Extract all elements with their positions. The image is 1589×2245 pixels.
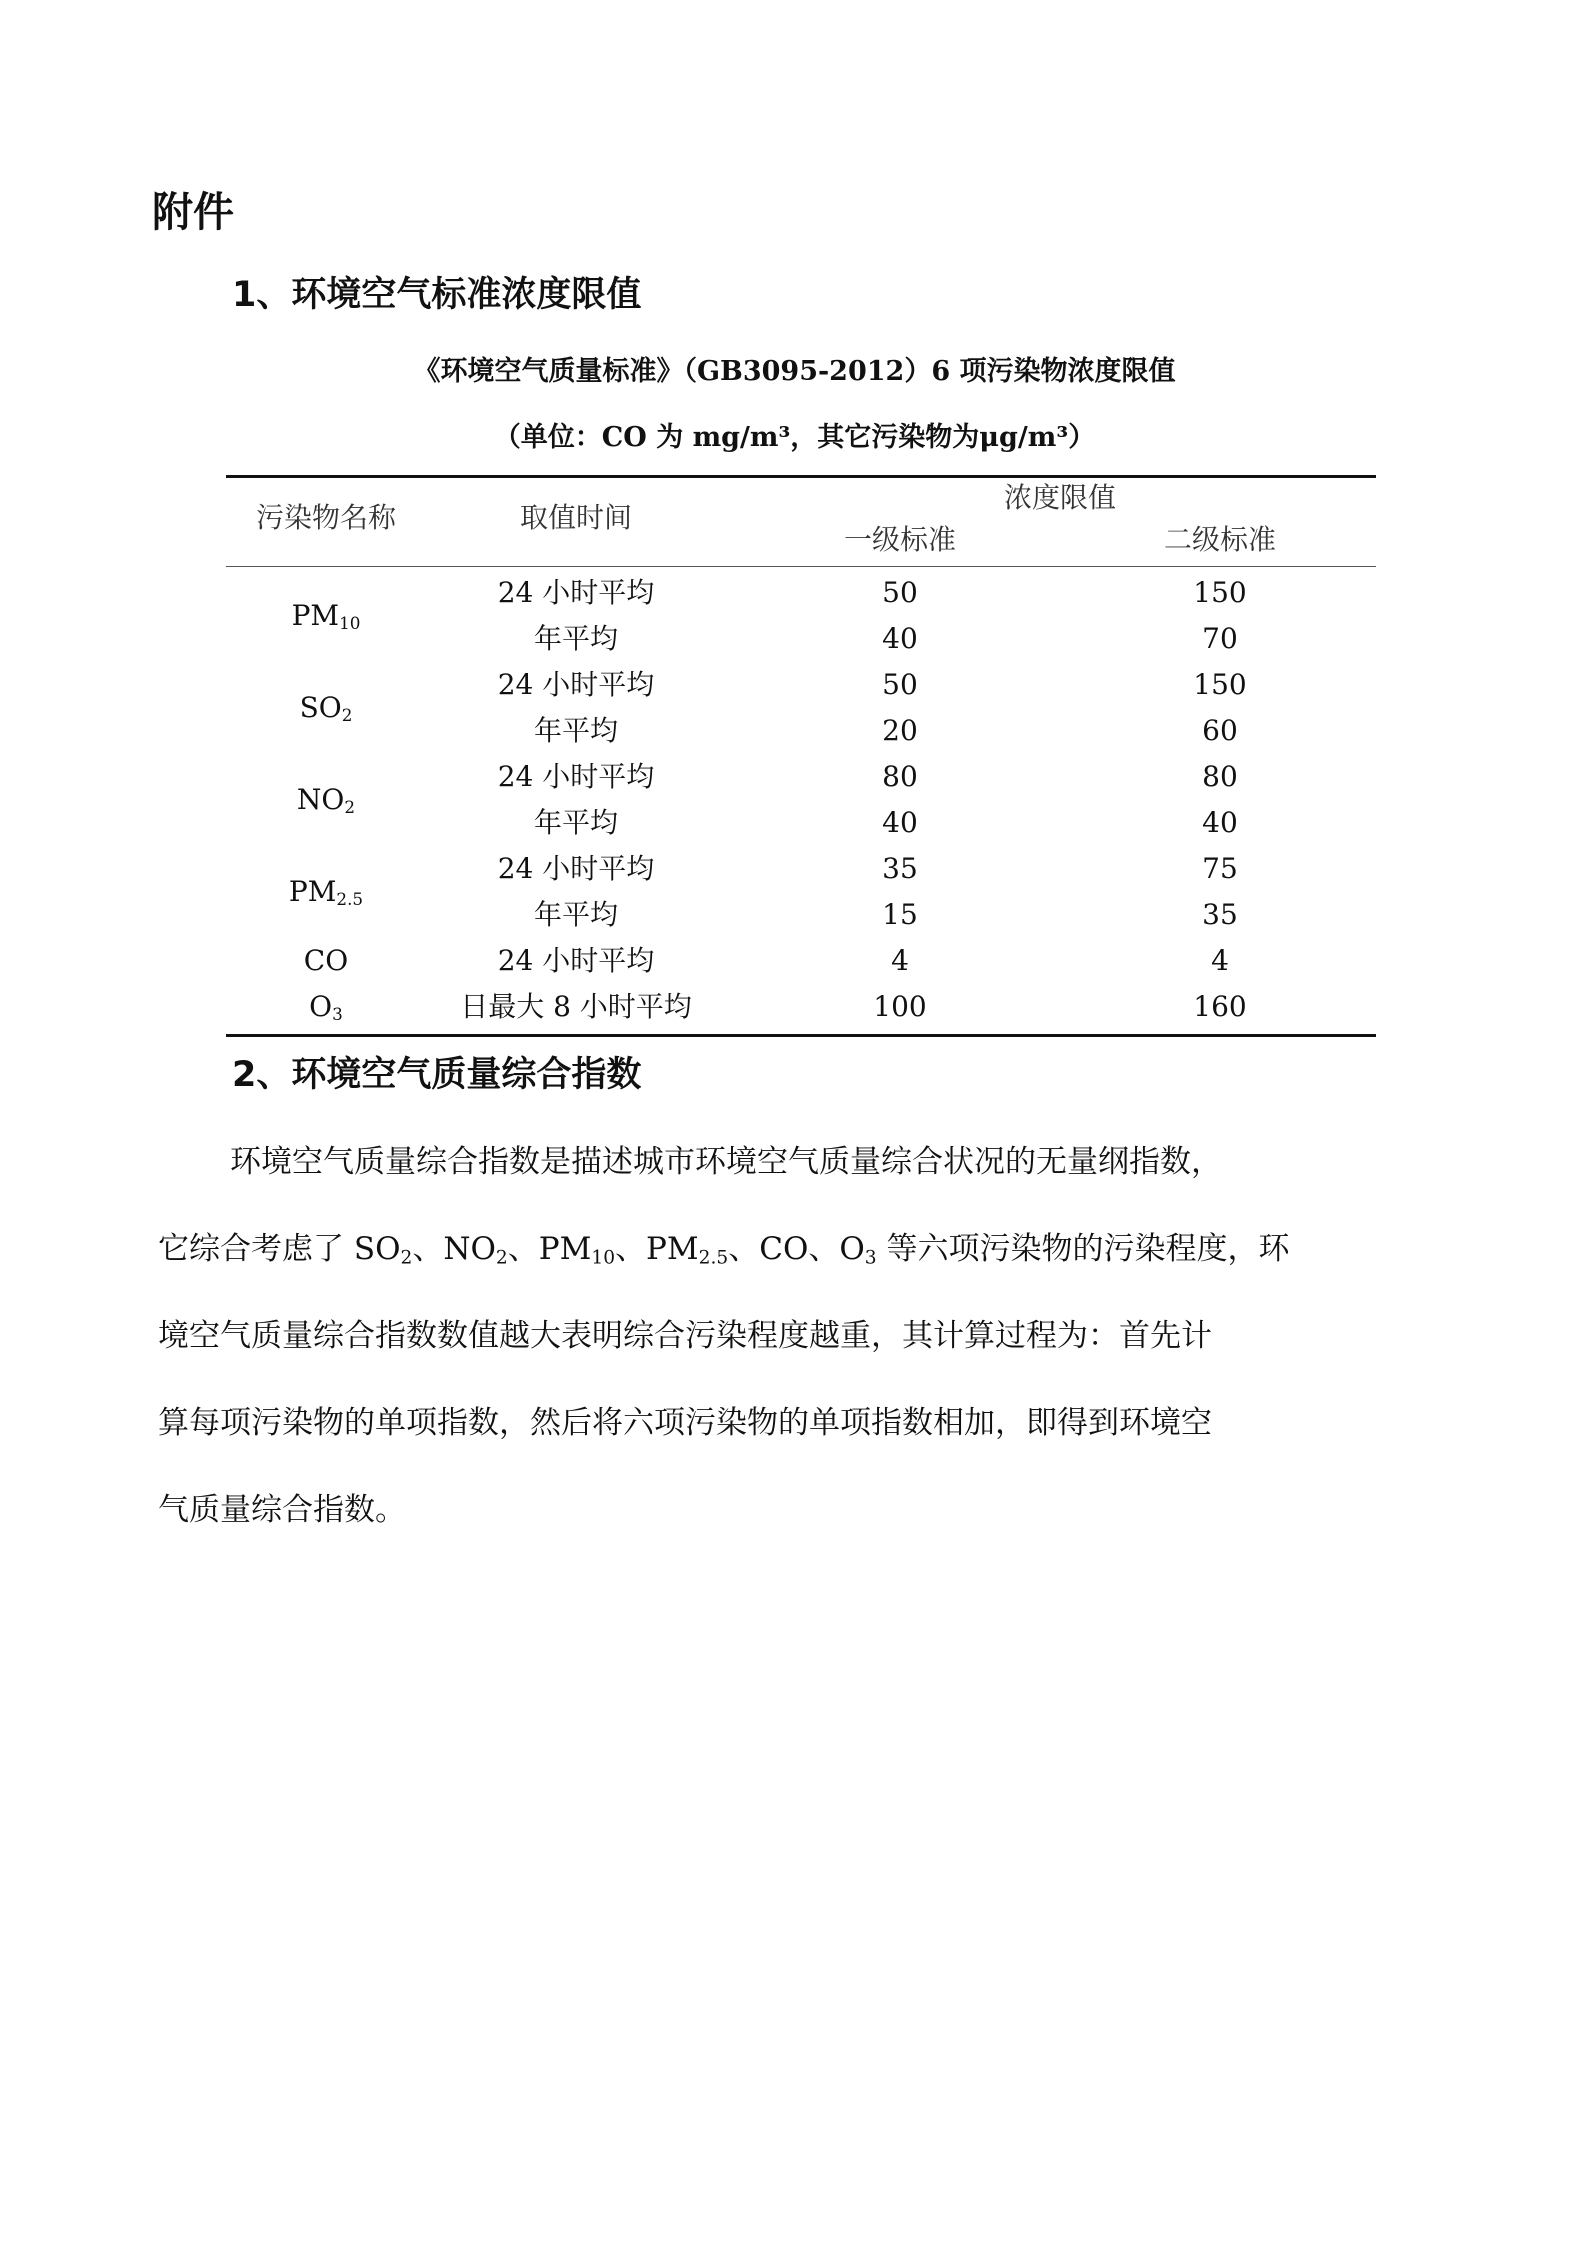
header-averaging-period: 取值时间 <box>519 501 632 534</box>
header-pollutant-name: 污染物名称 <box>255 501 396 534</box>
grade-2-value: 75 <box>1202 852 1238 885</box>
grade-1-value: 50 <box>882 576 918 609</box>
grade-1-value: 50 <box>882 668 918 701</box>
grade-2-value: 40 <box>1202 806 1238 839</box>
pollutant-symbol: PM <box>291 599 340 632</box>
pollutant-name <box>226 778 426 822</box>
paragraph-line: 环境空气质量综合指数是描述城市环境空气质量综合状况的无量纲指数， <box>230 1144 1222 1180</box>
table-unit-caption: （单位：CO 为 mg/m³，其它污染物为μg/m³） <box>493 422 1096 453</box>
grade-2-value: 60 <box>1202 714 1238 747</box>
averaging-period: 24 小时平均 <box>497 760 655 793</box>
grade-1-value: 15 <box>882 898 918 931</box>
pollutant-name <box>226 939 426 983</box>
table-header-rule <box>226 566 1376 567</box>
pollutant-symbol: CO <box>303 944 349 977</box>
averaging-period: 年平均 <box>533 622 618 655</box>
table-bottom-rule <box>226 1034 1376 1037</box>
averaging-period: 年平均 <box>533 714 618 747</box>
pollutant-name <box>226 870 426 914</box>
pollutant-subscript: 2 <box>344 797 356 818</box>
subscript: 3 <box>864 1247 877 1269</box>
pollutant-subscript: 3 <box>332 1004 343 1025</box>
pollutant-name <box>226 686 426 730</box>
header-grade-2: 二级标准 <box>1163 523 1276 556</box>
pollutant-symbol: NO <box>296 783 345 816</box>
grade-1-value: 80 <box>882 760 918 793</box>
pollutant-name <box>226 985 426 1029</box>
grade-2-value: 4 <box>1211 944 1229 977</box>
subscript: 2 <box>400 1247 413 1269</box>
grade-1-value: 35 <box>882 852 918 885</box>
text-run: 等六项污染物的污染程度，环 <box>876 1231 1290 1267</box>
pollutant-symbol: O <box>309 990 333 1023</box>
grade-1-value: 20 <box>882 714 918 747</box>
page-label: 附件 <box>152 188 234 236</box>
section-2-title: 2、环境空气质量综合指数 <box>232 1055 642 1095</box>
header-grade-1: 一级标准 <box>843 523 956 556</box>
paragraph-line: 境空气质量综合指数数值越大表明综合污染程度越重，其计算过程为：首先计 <box>158 1318 1212 1354</box>
grade-1-value: 40 <box>882 622 918 655</box>
pollutant-subscript: 2 <box>341 705 353 726</box>
pollutant-symbol: SO <box>299 691 342 724</box>
grade-2-value: 150 <box>1193 576 1247 609</box>
pollutant-symbol: PM <box>288 875 337 908</box>
grade-1-value: 40 <box>882 806 918 839</box>
grade-1-value: 100 <box>873 990 927 1023</box>
averaging-period: 日最大 8 小时平均 <box>460 990 692 1023</box>
text-run: 、PM <box>615 1231 699 1267</box>
averaging-period: 24 小时平均 <box>497 576 655 609</box>
text-run: 它综合考虑了 SO <box>158 1231 401 1267</box>
subscript: 10 <box>591 1247 616 1269</box>
grade-2-value: 160 <box>1193 990 1247 1023</box>
grade-2-value: 70 <box>1202 622 1238 655</box>
text-run: 、NO <box>412 1231 496 1267</box>
pollutant-subscript: 10 <box>339 613 361 634</box>
paragraph-line <box>158 1227 1448 1271</box>
text-run: 、CO、O <box>728 1231 865 1267</box>
header-concentration-limit: 浓度限值 <box>1003 481 1116 514</box>
grade-2-value: 150 <box>1193 668 1247 701</box>
grade-1-value: 4 <box>891 944 909 977</box>
grade-2-value: 80 <box>1202 760 1238 793</box>
averaging-period: 24 小时平均 <box>497 668 655 701</box>
averaging-period: 24 小时平均 <box>497 944 655 977</box>
table-caption: 《环境空气质量标准》（GB3095-2012）6 项污染物浓度限值 <box>413 356 1176 387</box>
subscript: 2.5 <box>698 1247 729 1269</box>
pollutant-name <box>226 594 426 638</box>
averaging-period: 24 小时平均 <box>497 852 655 885</box>
grade-2-value: 35 <box>1202 898 1238 931</box>
text-run: 、PM <box>507 1231 592 1267</box>
paragraph-line: 算每项污染物的单项指数，然后将六项污染物的单项指数相加，即得到环境空 <box>158 1405 1212 1441</box>
section-1-title: 1、环境空气标准浓度限值 <box>232 275 642 315</box>
subscript: 2 <box>495 1247 508 1269</box>
averaging-period: 年平均 <box>533 898 618 931</box>
pollutant-subscript: 2.5 <box>336 889 364 910</box>
averaging-period: 年平均 <box>533 806 618 839</box>
paragraph-line: 气质量综合指数。 <box>158 1492 406 1528</box>
